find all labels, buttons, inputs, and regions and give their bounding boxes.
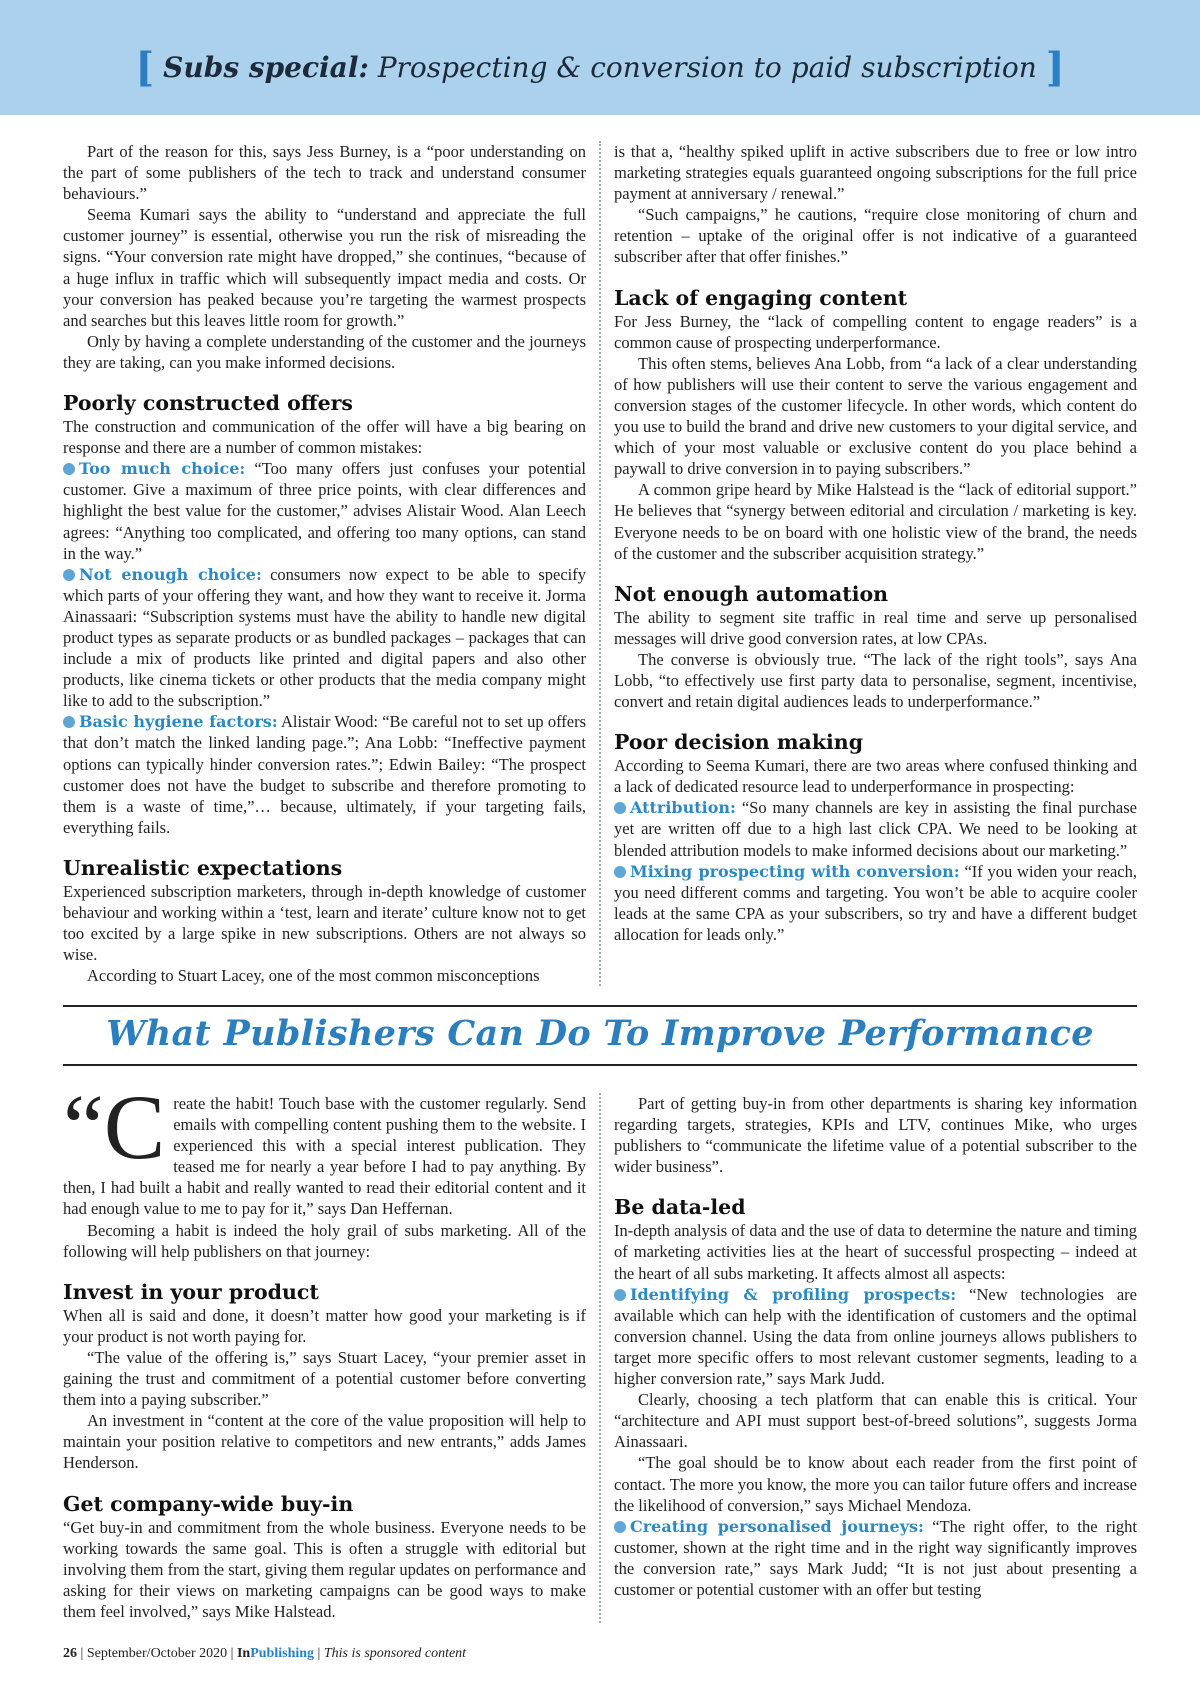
paragraph: Becoming a habit is indeed the holy grail of subs marketing. All of the following will help publishers on that journey:: [63, 1220, 586, 1261]
bullet-item: [614, 1284, 1137, 1389]
section-rule-bottom: [63, 1064, 1137, 1066]
paragraph: According to Seema Kumari, there are two areas where confused thinking and a lack of dedicated resource lead to underperformance in prospecting:: [614, 756, 1137, 797]
bullet-dot-icon: [63, 569, 75, 581]
banner-open-bracket: [: [135, 44, 155, 91]
bottom-left-column: [63, 1076, 586, 1622]
bullet-dot-icon: [614, 866, 626, 878]
bullet-text: “New technologies are available which can help with the identification of customers and the optimal conversion channel. Using the data from online journeys allows publishers to target more specific offers to most relevant customer segments, leading to a higher conversion rate,” says Mark Judd.: [614, 1284, 1137, 1389]
paragraph: “The goal should be to know about each reader from the first point of contact. The more you know, the more you can tailor future offers and increase the likelihood of conversion,” says Michael Mendoza.: [614, 1453, 1137, 1515]
heading-get-company-wide-buy-in: Get company-wide buy-in: [63, 1491, 354, 1516]
paragraph: This often stems, believes Ana Lobb, from “a lack of a clear understanding of how publishers will use their content to serve the various engagement and conversion stages of the customer lifecycle. In other words, which content do you use to build the brand and drive new customers to your digital service, and which of your most valuable or exclusive content do you place behind a paywall to drive conversion in to paying subscribers.”: [614, 353, 1137, 479]
paragraph: “Such campaigns,” he cautions, “require close monitoring of churn and retention – uptake of the original offer is not indicative of a guaranteed subscriber after that offer finishes.”: [614, 205, 1137, 267]
bullet-label: Attribution:: [630, 798, 736, 818]
paragraph: “Get buy-in and commitment from the whole business. Everyone needs to be working towards the same goal. This is often a struggle with editorial but involving them from the start, giving them regular updates on performance and asking for their views on marketing campaigns can be good ways to make them feel involved,” says Mike Halstead.: [63, 1517, 586, 1621]
paragraph: Part of the reason for this, says Jess Burney, is a “poor understanding on the part of some publishers of the tech to track and understand consumer behaviours.”: [63, 142, 586, 204]
section-title: What Publishers Can Do To Improve Performance: [106, 1013, 1094, 1054]
bullet-dot-icon: [614, 1289, 626, 1301]
paragraph: Clearly, choosing a tech platform that can enable this is critical. Your “architecture and API must support best-of-breed solutions”, suggests Jorma Ainassaari.: [614, 1390, 1137, 1452]
drop-cap: [63, 1076, 166, 1178]
section-rule-top: [63, 1005, 1137, 1007]
paragraph: The construction and communication of the offer will have a big bearing on response and there are a number of common mistakes:: [63, 417, 586, 458]
heading-poorly-constructed-offers: Poorly constructed offers: [63, 391, 353, 416]
bullet-dot-icon: [63, 716, 75, 728]
column-divider: [599, 1093, 601, 1623]
bullet-item: [63, 458, 586, 563]
banner-close-bracket: ]: [1045, 44, 1065, 91]
bullet-label: Not enough choice:: [79, 564, 262, 584]
bullet-dot-icon: [614, 802, 626, 814]
bullet-item: [614, 861, 1137, 945]
footer-separator: |: [227, 1646, 237, 1661]
paragraph: Seema Kumari says the ability to “understand and appreciate the full customer journey” is essential, otherwise you run the risk of misreading the signs. “Your conversion rate might have dropped,” she continues, “because of a huge influx in traffic which will subsequently impact media and costs. Or your conversion has peaked because you’re targeting the warmest prospects and searches but this leaves little room for growth.”: [63, 205, 586, 330]
banner-title: [0, 44, 1200, 91]
bullet-text: consumers now expect to be able to specify which parts of your offering they want, and how they want to receive it. Jorma Ainassaari: “Subscription systems must have the ability to handle new digital product types as separate products or as bundled packages – packages that can include a mix of products like printed and digital papers and also other products, like cinema tickets or other products that the media company might like to add to the subscription.”: [63, 564, 586, 711]
bullet-item: [614, 797, 1137, 860]
bullet-text: “If you widen your reach, you need different comms and targeting. You won’t be able to acquire cooler leads at the same CPA as your subscribers, so try and have a different budget allocation for leads only.”: [614, 861, 1137, 944]
column-divider: [599, 141, 601, 986]
bullet-label: Basic hygiene factors:: [79, 712, 278, 732]
bullet-dot-icon: [614, 1521, 626, 1533]
paragraph: The converse is obviously true. “The lack of the right tools”, says Ana Lobb, “to effectively use first party data to personalise, segment, incentivise, convert and retain digital audiences leads to underperformance.”: [614, 649, 1137, 712]
bullet-label: Too much choice:: [79, 459, 246, 479]
paragraph: Only by having a complete understanding of the customer and the journeys they are taking, can you make informed decisions.: [63, 331, 586, 372]
paragraph: Part of getting buy-in from other departments is sharing key information regarding targets, strategies, KPIs and LTV, continues Mike, who urges publishers to “communicate the lifetime value of a potential subscriber to the wider business”.: [614, 1094, 1137, 1177]
paragraph: In-depth analysis of data and the use of data to determine the nature and timing of marketing activities lies at the heart of successful prospecting – indeed at the heart of all subs marketing. It affects almost all aspects:: [614, 1221, 1137, 1283]
drop-cap-letter: C: [103, 1076, 166, 1178]
paragraph: For Jess Burney, the “lack of compelling content to engage readers” is a common cause of prospecting underperformance.: [614, 311, 1137, 352]
heading-not-enough-automation: Not enough automation: [614, 581, 889, 606]
bullet-label: Mixing prospecting with conversion:: [630, 861, 960, 881]
bullet-text: “Too many offers just confuses your potential customer. Give a maximum of three price points, with clear differences and highlight the best value for the customer,” advises Alistair Wood. Alan Leech agrees: “Anything too complicated, and offering too many options, can stand in the way.”: [63, 459, 586, 563]
top-left-column: [63, 141, 586, 986]
brand-publishing: Publishing: [250, 1646, 315, 1661]
issue-date: September/October 2020: [86, 1646, 228, 1661]
paragraph-text: reate the habit! Touch base with the customer regularly. Send emails with compelling content pushing them to the website. I experienced this with a special interest publication. They teased me for nearly a year before I had to pay anything. By then, I had built a habit and really wanted to read their editorial content and it had enough value to me to pay for it,” says Dan Heffernan.: [63, 1094, 586, 1219]
footer-separator: |: [314, 1646, 324, 1661]
heading-unrealistic-expectations: Unrealistic expectations: [63, 855, 343, 880]
quote-mark: “: [63, 1076, 104, 1178]
heading-lack-of-engaging-content: Lack of engaging content: [614, 285, 908, 310]
paragraph: is that a, “healthy spiked uplift in active subscribers due to free or low intro marketing strategies equals guaranteed ongoing subscriptions for the full price payment at anniversary / renewal.”: [614, 142, 1137, 204]
bullet-text: “So many channels are key in assisting the final purchase yet are written off due to a high last click CPA. We need to be looking at blended attribution models to make informed decisions about our marketing.”: [614, 798, 1137, 860]
brand-in: In: [236, 1646, 251, 1661]
footer-separator: |: [77, 1646, 87, 1661]
bottom-right-column: [614, 1093, 1137, 1600]
paragraph: When all is said and done, it doesn’t matter how good your marketing is if your product is not worth paying for.: [63, 1305, 586, 1346]
paragraph: “The value of the offering is,” says Stuart Lacey, “your premier asset in gaining the trust and commitment of a potential customer before converting them into a paying subscriber.”: [63, 1347, 586, 1410]
paragraph: An investment in “content at the core of the value proposition will help to maintain your position relative to competitors and new entrants,” adds James Henderson.: [63, 1411, 586, 1473]
bullet-dot-icon: [63, 463, 75, 475]
paragraph: A common gripe heard by Mike Halstead is the “lack of editorial support.” He believes that “synergy between editorial and circulation / marketing is key. Everyone needs to be on board with one holistic view of the brand, the needs of the customer and the subscriber acquisition strategy.”: [614, 480, 1137, 563]
bullet-item: [63, 711, 586, 838]
banner-title-rest: Prospecting & conversion to paid subscription: [377, 51, 1037, 84]
bullet-label: Creating personalised journeys:: [630, 1516, 924, 1536]
page-number: 26: [63, 1646, 77, 1661]
sponsored-note: This is sponsored content: [323, 1646, 467, 1661]
bullet-item: [614, 1516, 1137, 1600]
bullet-text: Alistair Wood: “Be careful not to set up offers that don’t match the linked landing page.”; Ana Lobb: “Ineffective payment options can typically hinder conversion rates.”; Edwin Bailey: “The prospect customer does not have the budget to subscribe and therefore promoting to them is a waste of time,”… because, ultimately, if your targeting fails, everything fails.: [63, 712, 586, 837]
heading-invest-in-your-product: Invest in your product: [63, 1279, 319, 1304]
bullet-label: Identifying & profiling prospects:: [630, 1284, 957, 1304]
banner-title-bold: Subs special:: [163, 51, 369, 84]
paragraph: According to Stuart Lacey, one of the most common misconceptions: [87, 966, 540, 986]
paragraph: The ability to segment site traffic in real time and serve up personalised messages will drive good conversion rates, at low CPAs.: [614, 607, 1137, 648]
heading-be-data-led: Be data-led: [614, 1195, 746, 1220]
page-footer: [63, 1646, 466, 1662]
bullet-text: “The right offer, to the right customer, shown at the right time and in the right way significantly improves the conversion rate,” says Mark Judd; “It is not just about presenting a customer or potential customer with an offer but testing: [614, 1516, 1137, 1599]
paragraph: [63, 1076, 586, 1220]
header-banner: [0, 0, 1200, 115]
top-right-column: [614, 141, 1137, 945]
paragraph: Experienced subscription marketers, through in-depth knowledge of customer behaviour and working within a ‘test, learn and iterate’ culture know not to get too excited by a large spike in new subscriptions. Others are not always so wise.: [63, 881, 586, 965]
bullet-item: [63, 564, 586, 712]
heading-poor-decision-making: Poor decision making: [614, 730, 864, 755]
